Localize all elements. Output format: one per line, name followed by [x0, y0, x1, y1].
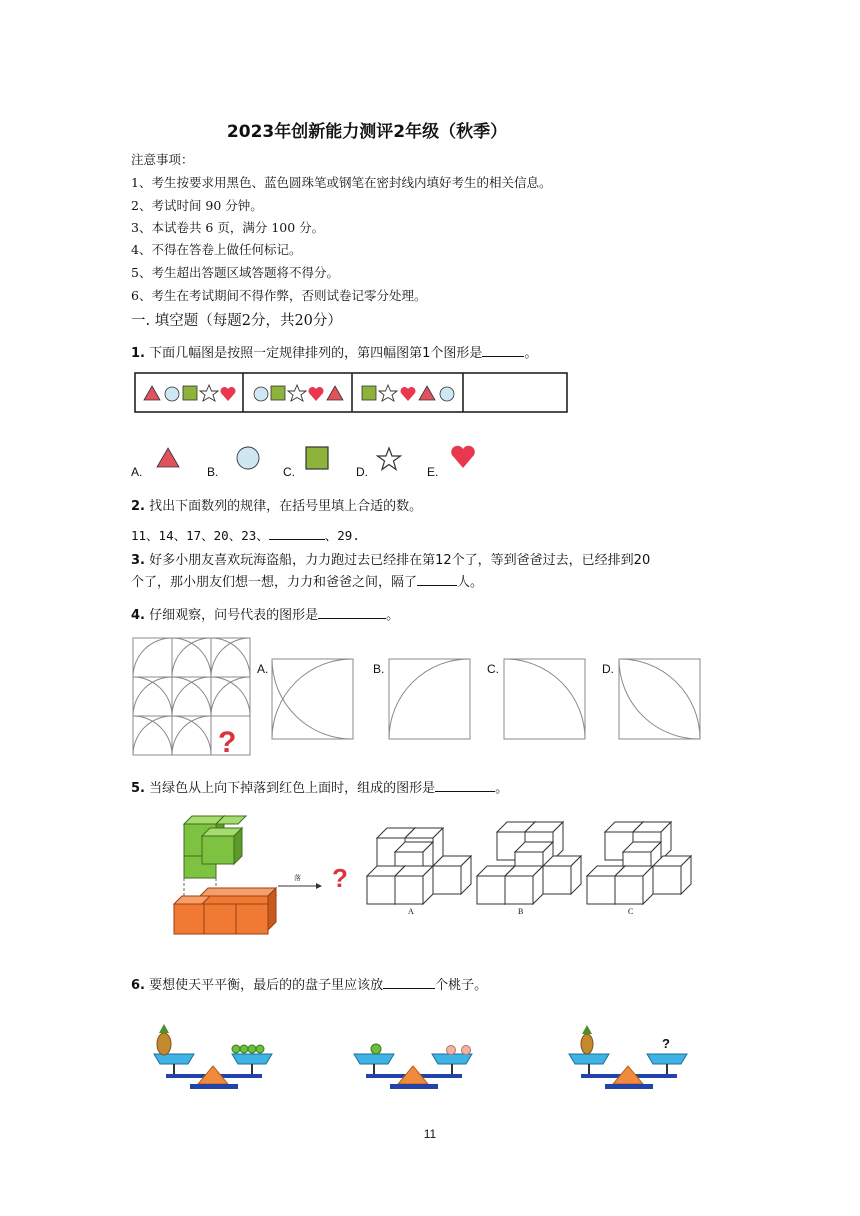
- arrow-label: 落: [294, 875, 301, 882]
- question-end: 个桃子。: [435, 978, 488, 993]
- question-end: 。: [386, 608, 400, 623]
- triangle-icon: [327, 386, 343, 400]
- heart-icon: [220, 387, 235, 401]
- star-icon: [200, 385, 218, 401]
- answer-blank[interactable]: [417, 573, 457, 586]
- star-icon: [288, 385, 306, 401]
- balance-3: [569, 1025, 687, 1089]
- triangle-icon: [144, 386, 160, 400]
- pattern-group-3: [362, 385, 454, 401]
- question-text: 当绿色从上向下掉落到红色上面时，组成的图形是: [149, 781, 436, 796]
- question-text-line2: 个了，那小朋友们想一想，力力和爸爸之间，隔了: [131, 575, 418, 590]
- notice-heading: 注意事项：: [131, 152, 194, 167]
- question-text: 下面几幅图是按照一定规律排列的，第四幅图第1个图形是: [149, 346, 483, 361]
- pineapple-icon: [157, 1033, 171, 1055]
- notice-item: 2、考试时间 90 分钟。: [131, 198, 263, 213]
- peach-icon: [447, 1046, 456, 1055]
- q6-balances: [140, 1020, 700, 1100]
- option-a-label[interactable]: A: [408, 907, 414, 916]
- circle-icon: [234, 444, 262, 472]
- question-end: 人。: [457, 575, 484, 590]
- circle-icon: [254, 387, 268, 401]
- question-text: 找出下面数列的规律，在括号里填上合适的数。: [149, 499, 423, 514]
- triangle-icon: [155, 446, 181, 470]
- option-d-label[interactable]: D.: [602, 662, 614, 676]
- option-b-label[interactable]: B: [518, 907, 524, 916]
- square-icon: [362, 386, 376, 400]
- pattern-group-2: [254, 385, 343, 401]
- apple-icon: [371, 1044, 381, 1054]
- notice-item: 1、考生按要求用黑色、蓝色圆珠笔或钢笔在密封线内填好考生的相关信息。: [131, 175, 552, 190]
- balance-2: [354, 1044, 472, 1089]
- page-number: 11: [423, 1127, 437, 1141]
- q2-sequence: [131, 526, 360, 544]
- square-icon: [183, 386, 197, 400]
- section-heading: 一. 填空题（每题2分，共20分）: [131, 313, 342, 329]
- option-e-label[interactable]: E.: [427, 465, 439, 479]
- heart-icon: [308, 387, 323, 401]
- peach-icon: [462, 1046, 471, 1055]
- question-mark-icon: ?: [332, 863, 348, 893]
- option-d-label[interactable]: D.: [356, 465, 368, 479]
- sequence-end: 、29.: [324, 528, 360, 543]
- question-end: 。: [495, 781, 509, 796]
- circle-icon: [165, 387, 179, 401]
- star-icon: [376, 446, 402, 472]
- heart-icon: [400, 387, 415, 401]
- option-b-figure: [477, 822, 581, 904]
- arrow-icon: [276, 872, 322, 892]
- question-text-line1: 好多小朋友喜欢玩海盗船，力力跑过去已经排在第12个了，等到爸爸过去，已经排到20: [149, 553, 651, 568]
- pattern-group-1: [144, 385, 236, 401]
- notice-item: 3、本试卷共 6 页，满分 100 分。: [131, 220, 325, 235]
- question-2: [131, 495, 422, 514]
- option-a-figure: [367, 828, 471, 904]
- option-a-label[interactable]: A.: [257, 662, 269, 676]
- question-number: 6.: [131, 978, 145, 993]
- balance-1: [154, 1024, 272, 1089]
- q1-sequence-strip: [134, 372, 568, 414]
- sequence-start: 11、14、17、20、23、: [131, 528, 269, 543]
- question-number: 5.: [131, 781, 145, 796]
- notice-item: 5、考生超出答题区域答题将不得分。: [131, 265, 339, 280]
- heart-icon: [449, 443, 477, 471]
- option-c-figure: [587, 822, 691, 904]
- answer-blank[interactable]: [482, 344, 524, 357]
- answer-blank[interactable]: [383, 976, 435, 989]
- question-number: 1.: [131, 346, 145, 361]
- question-text: 要想使天平平衡，最后的的盘子里应该放: [149, 978, 384, 993]
- notice-item: 4、不得在答卷上做任何标记。: [131, 242, 302, 257]
- question-3: [131, 549, 650, 568]
- q4-arc-grid: [131, 636, 255, 758]
- option-b-label[interactable]: B.: [207, 465, 219, 479]
- question-1: [131, 342, 537, 361]
- notice-item: 6、考生在考试期间不得作弊，否则试卷记零分处理。: [131, 288, 427, 303]
- answer-blank[interactable]: [269, 527, 325, 540]
- square-icon: [303, 444, 331, 472]
- q5-options: [365, 820, 705, 920]
- answer-blank[interactable]: [318, 606, 386, 619]
- option-a-label[interactable]: A.: [131, 465, 143, 479]
- question-number: 2.: [131, 499, 145, 514]
- question-6: [131, 974, 487, 993]
- option-a-figure: [271, 658, 355, 740]
- option-c-label[interactable]: C: [628, 907, 634, 916]
- option-c-figure: [503, 658, 587, 740]
- question-5: [131, 777, 508, 796]
- triangle-icon: [419, 386, 435, 400]
- option-d-figure: [618, 658, 702, 740]
- circle-icon: [440, 387, 454, 401]
- option-b-label[interactable]: B.: [373, 662, 385, 676]
- question-end: 。: [524, 346, 538, 361]
- pineapple-leaves-icon: [159, 1024, 169, 1033]
- option-c-label[interactable]: C.: [487, 662, 499, 676]
- square-icon: [271, 386, 285, 400]
- question-3-cont: [131, 571, 483, 590]
- question-text: 仔细观察，问号代表的图形是: [149, 608, 319, 623]
- question-4: [131, 604, 399, 623]
- question-number: 3.: [131, 553, 145, 568]
- question-number: 4.: [131, 608, 145, 623]
- question-mark-icon: ?: [662, 1036, 670, 1051]
- option-b-figure: [388, 658, 472, 740]
- pineapple-leaves-icon: [582, 1025, 592, 1034]
- answer-blank[interactable]: [435, 779, 495, 792]
- star-icon: [379, 385, 397, 401]
- page-title: 2023年创新能力测评2年级（秋季）: [226, 122, 508, 142]
- apples-icon: [232, 1045, 264, 1053]
- question-mark-icon: ?: [218, 726, 237, 758]
- option-c-label[interactable]: C.: [283, 465, 295, 479]
- pineapple-icon: [581, 1034, 593, 1054]
